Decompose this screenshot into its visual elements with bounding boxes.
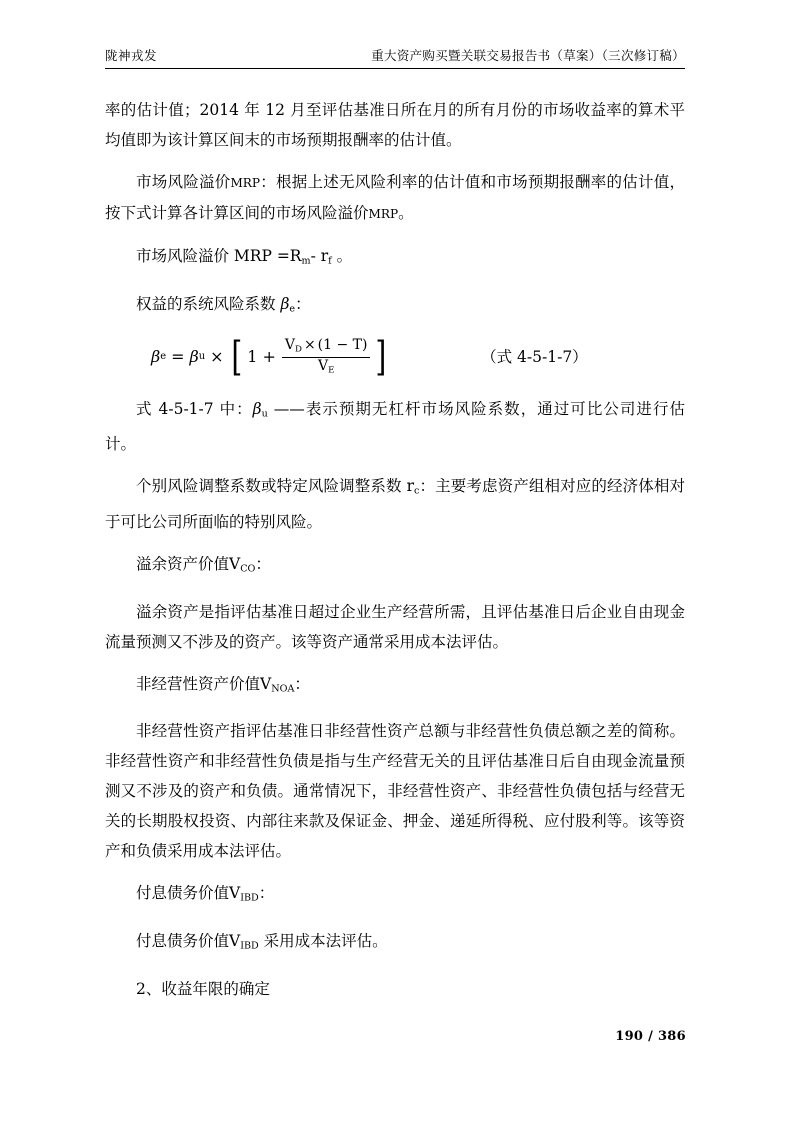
paragraph-mrp-equation: [105, 241, 685, 277]
text-segment: ：: [294, 674, 310, 693]
header-company-name: 陇神戎发: [105, 48, 158, 63]
bracket-left-icon: [: [230, 334, 242, 381]
paragraph-risk-free-rate: [105, 95, 685, 155]
text-segment: 付息债务价值V: [136, 932, 241, 951]
subscript-ibd: IBD: [240, 940, 259, 952]
formula-fraction: [282, 338, 371, 375]
text-mrp-label-2: MRP: [368, 207, 399, 221]
subscript-ibd: IBD: [240, 893, 259, 905]
paragraph-non-operating-title: [105, 669, 685, 705]
text-segment: ：主要考虑资产组相对应的经济体相对于可比公司所面临的特别风险。: [105, 477, 685, 532]
symbol-beta-rhs: β: [189, 347, 199, 367]
formula-multiply: ×: [210, 347, 224, 367]
symbol-vd: V: [284, 337, 295, 354]
text-segment: ：: [258, 884, 275, 903]
formula-4-5-1-7: [105, 334, 685, 381]
text-segment: 溢余资产价值V: [136, 555, 241, 574]
subscript-u: u: [198, 351, 206, 363]
formula-number-label: （式 4-5-1-7）: [481, 348, 588, 367]
formula-rhs-beta: [190, 342, 206, 372]
text-segment: ：根据上述无风险利率的估计值和市场预期报酬率的估计值，按下式计算各计算区间的市场风险溢价: [105, 173, 685, 222]
subscript-e: e: [160, 351, 167, 363]
symbol-beta-lhs: β: [151, 347, 161, 367]
paragraph-text: 溢余资产是指评估基准日超过企业生产经营所需，且评估基准日后企业自由现金流量预测又不涉及的资产。该等资产通常采用成本法评估。: [105, 602, 685, 651]
text-segment: ：: [255, 555, 271, 574]
paragraph-surplus-asset-title: [105, 549, 685, 585]
header-document-title: 重大资产购买暨关联交易报告书（草案）（三次修订稿）: [371, 48, 685, 63]
paragraph-section-heading: [105, 974, 685, 1004]
text-segment: ——表示预期无杠杆市场风险系数，通过可比公司进行估计。: [105, 399, 685, 454]
subscript-e: E: [328, 364, 335, 375]
paragraph-non-operating-body: [105, 716, 685, 866]
formula-expression: [151, 334, 389, 381]
subscript-m: m: [301, 255, 311, 267]
page-number: 190 / 386: [615, 1029, 686, 1044]
fraction-numerator: [282, 338, 371, 357]
paragraph-text: 非经营性资产指评估基准日非经营性资产总额与非经营性负债总额之差的简称。非经营性资产和非经营性负债是指与生产经营无关的且评估基准日后自由现金流量预测又不涉及的资产和负债。通常情况下，非经营性资产、非经营性负债包括与经营无关的长期股权投资、内部往来款及保证金、押金、递延所得税、应付股利等。该等资产和负债采用成本法评估。: [105, 722, 685, 861]
text-segment: 付息债务价值V: [136, 884, 241, 903]
paragraph-text: 率的估计值；2014 年 12 月至评估基准日所在月的所有月份的市场收益率的算术平均值即为该计算区间末的市场预期报酬率的估计值。: [105, 101, 685, 149]
text-segment: 市场风险溢价: [136, 173, 231, 191]
subscript-c: c: [414, 486, 420, 498]
text-segment: 个别风险调整系数或特定风险调整系数 r: [136, 477, 415, 496]
subscript-d: D: [294, 344, 302, 355]
text-segment: - r: [310, 247, 329, 265]
text-segment: 。: [331, 247, 353, 265]
text-segment: 市场风险溢价 MRP =R: [136, 247, 302, 265]
subscript-e: e: [289, 303, 296, 315]
text-segment: 权益的系统风险系数: [136, 294, 281, 313]
numerator-paren: (1 − T): [317, 337, 368, 354]
bracket-right-icon: ]: [375, 334, 387, 381]
numerator-multiply: ×: [303, 337, 316, 354]
paragraph-text: 2、收益年限的确定: [136, 979, 270, 998]
paragraph-surplus-asset-body: [105, 597, 685, 657]
subscript-co: CO: [240, 563, 256, 575]
paragraph-interest-debt-title: [105, 878, 685, 914]
paragraph-beta-u-definition: [105, 394, 685, 460]
symbol-beta: β: [280, 294, 290, 313]
text-mrp-label: MRP: [230, 176, 261, 190]
text-segment: 采用成本法评估。: [258, 932, 388, 951]
document-body: [105, 95, 685, 1004]
text-segment: 。: [398, 204, 414, 222]
text-segment: ：: [295, 294, 311, 313]
page-header: [105, 46, 685, 69]
formula-lhs: [151, 342, 166, 372]
formula-one-plus: 1 +: [247, 347, 276, 367]
fraction-denominator: [315, 358, 337, 376]
text-segment: 非经营性资产价值V: [136, 674, 272, 693]
paragraph-specific-risk: [105, 471, 685, 537]
formula-equals: =: [171, 347, 185, 367]
symbol-ve: V: [317, 357, 329, 374]
subscript-noa: NOA: [271, 683, 295, 695]
paragraph-market-risk-premium: [105, 167, 685, 229]
paragraph-beta-intro: [105, 289, 685, 325]
subscript-f: f: [328, 255, 332, 267]
page-content: [105, 46, 685, 1016]
paragraph-interest-debt-body: [105, 926, 685, 962]
text-segment: 式 4-5-1-7 中：: [136, 399, 253, 418]
symbol-beta-u: β: [252, 399, 262, 418]
subscript-u: u: [261, 408, 268, 420]
